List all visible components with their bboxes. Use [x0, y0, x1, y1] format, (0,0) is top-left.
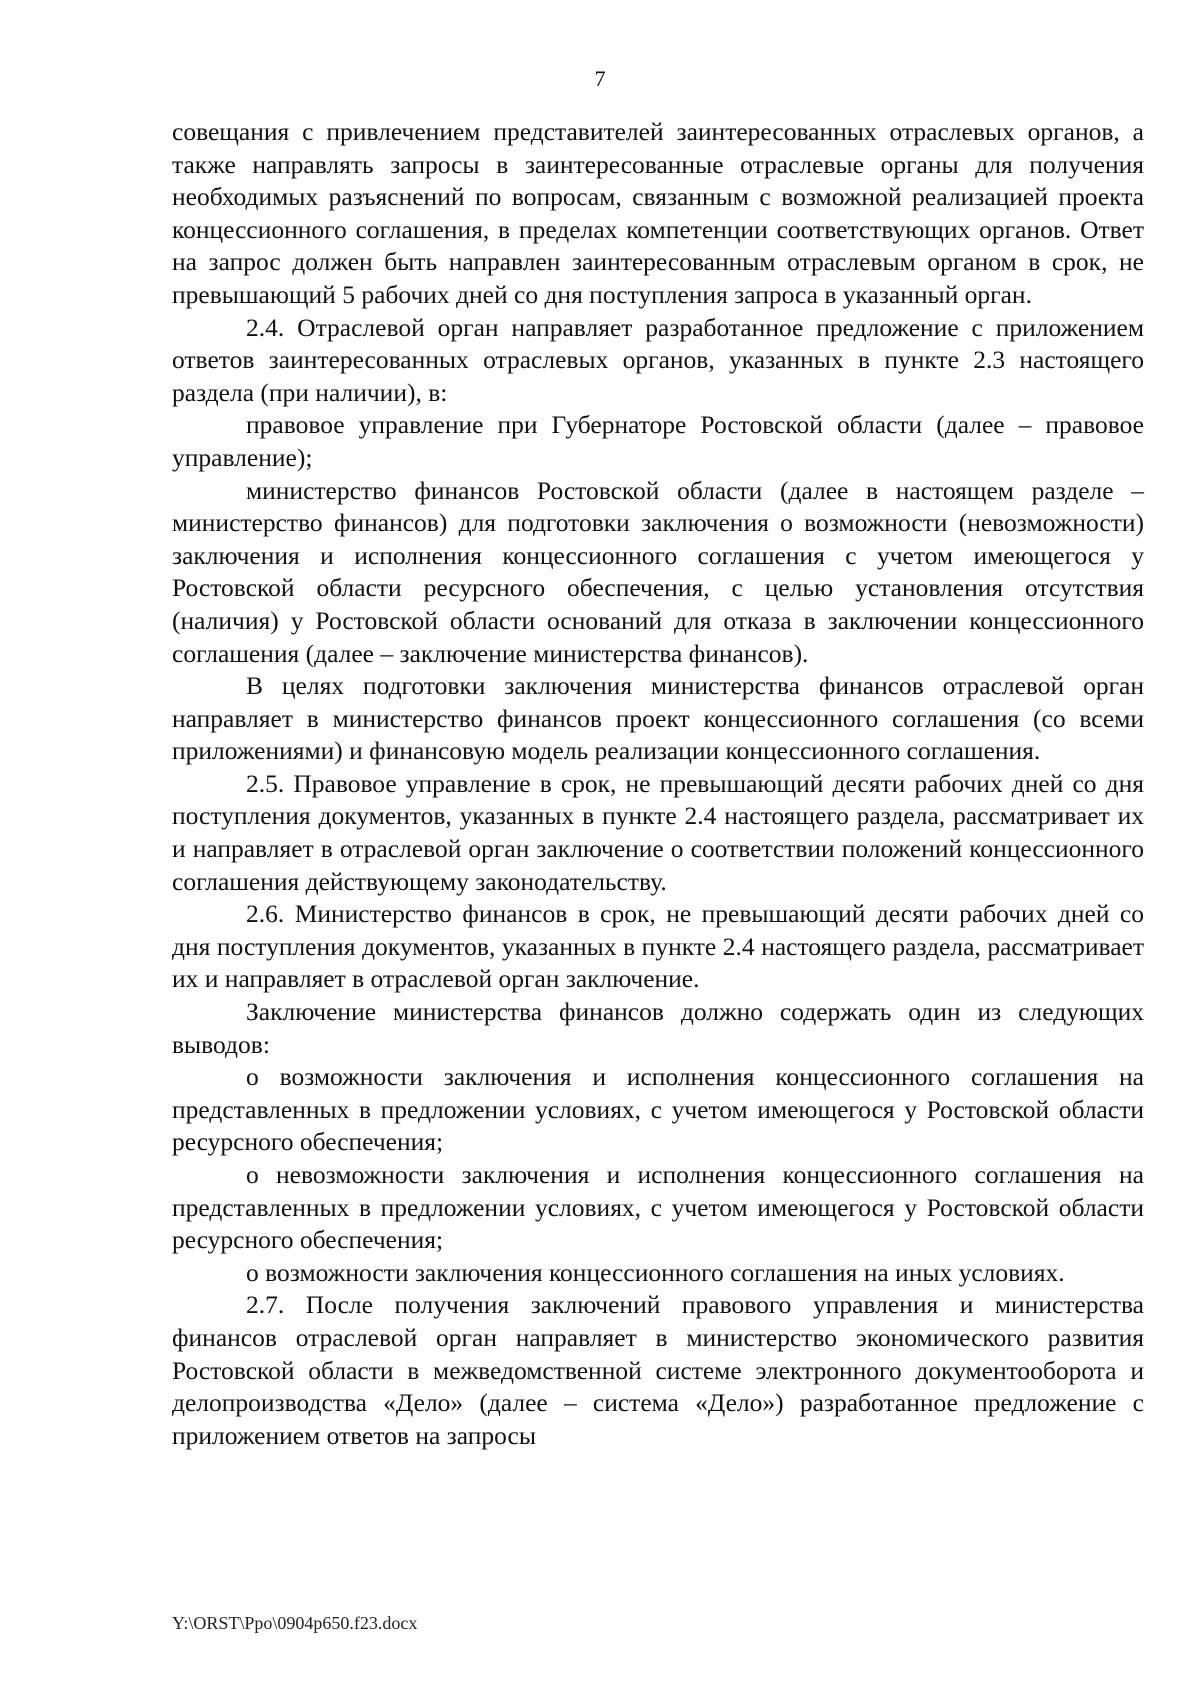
paragraph: В целях подготовки заключения министерства финансов отраслевой орган направляет в министерство финансов проект концессионного соглашения (со всеми приложениями) и финансовую модель реализации концессионного соглашения.: [172, 671, 1144, 766]
paragraph: совещания с привлечением представителей заинтересованных отраслевых органов, а также направлять запросы в заинтересованные отраслевые органы для получения необходимых разъяснений по вопросам, связанным с возможной реализацией проекта концессионного соглашения, в пределах компетенции соответствующих органов. Ответ на запрос должен быть направлен заинтересованным отраслевым органом в срок, не превышающий 5 рабочих дней со дня поступления запроса в указанный орган.: [172, 117, 1144, 309]
paragraph: министерство финансов Ростовской области (далее в настоящем разделе – министерство финансов) для подготовки заключения о возможности (невозможности) заключения и исполнения концессионного соглашения с учетом имеющегося у Ростовской области ресурсного обеспечения, с целью установления отсутствия (наличия) у Ростовской области оснований для отказа в заключении концессионного соглашения (далее – заключение министерства финансов).: [172, 475, 1144, 668]
paragraph: о невозможности заключения и исполнения концессионного соглашения на представленных в предложении условиях, с учетом имеющегося у Ростовской области ресурсного обеспечения;: [172, 1160, 1144, 1255]
paragraph: о возможности заключения концессионного соглашения на иных условиях.: [246, 1257, 1065, 1287]
paragraph: 2.7. После получения заключений правового управления и министерства финансов отраслевой орган направляет в министерство экономического развития Ростовской области в межведомственной системе электронного документооборота и делопроизводства «Дело» (далее – система «Дело») разработанное предложение с приложением ответов на запросы: [172, 1290, 1144, 1450]
paragraph: 2.4. Отраслевой орган направляет разработанное предложение с приложением ответов заинтересованных отраслевых органов, указанных в пункте 2.3 настоящего раздела (при наличии), в:: [172, 312, 1144, 407]
paragraph: о возможности заключения и исполнения концессионного соглашения на представленных в предложении условиях, с учетом имеющегося у Ростовской области ресурсного обеспечения;: [172, 1062, 1144, 1157]
paragraph: 2.6. Министерство финансов в срок, не превышающий десяти рабочих дней со дня поступления документов, указанных в пункте 2.4 настоящего раздела, рассматривает их и направляет в отраслевой орган заключение.: [172, 899, 1144, 994]
paragraph: правовое управление при Губернаторе Ростовской области (далее – правовое управление);: [172, 410, 1144, 472]
document-body: [172, 116, 1144, 1452]
paragraph: 2.5. Правовое управление в срок, не превышающий десяти рабочих дней со дня поступления документов, указанных в пункте 2.4 настоящего раздела, рассматривает их и направляет в отраслевой орган заключение о соответствии положений концессионного соглашения действующему законодательству.: [172, 768, 1144, 896]
page-number: 7: [594, 66, 606, 91]
paragraph: Заключение министерства финансов должно содержать один из следующих выводов:: [172, 997, 1144, 1059]
file-path-footer: Y:\ORST\Ppo\0904p650.f23.docx: [172, 1613, 418, 1633]
